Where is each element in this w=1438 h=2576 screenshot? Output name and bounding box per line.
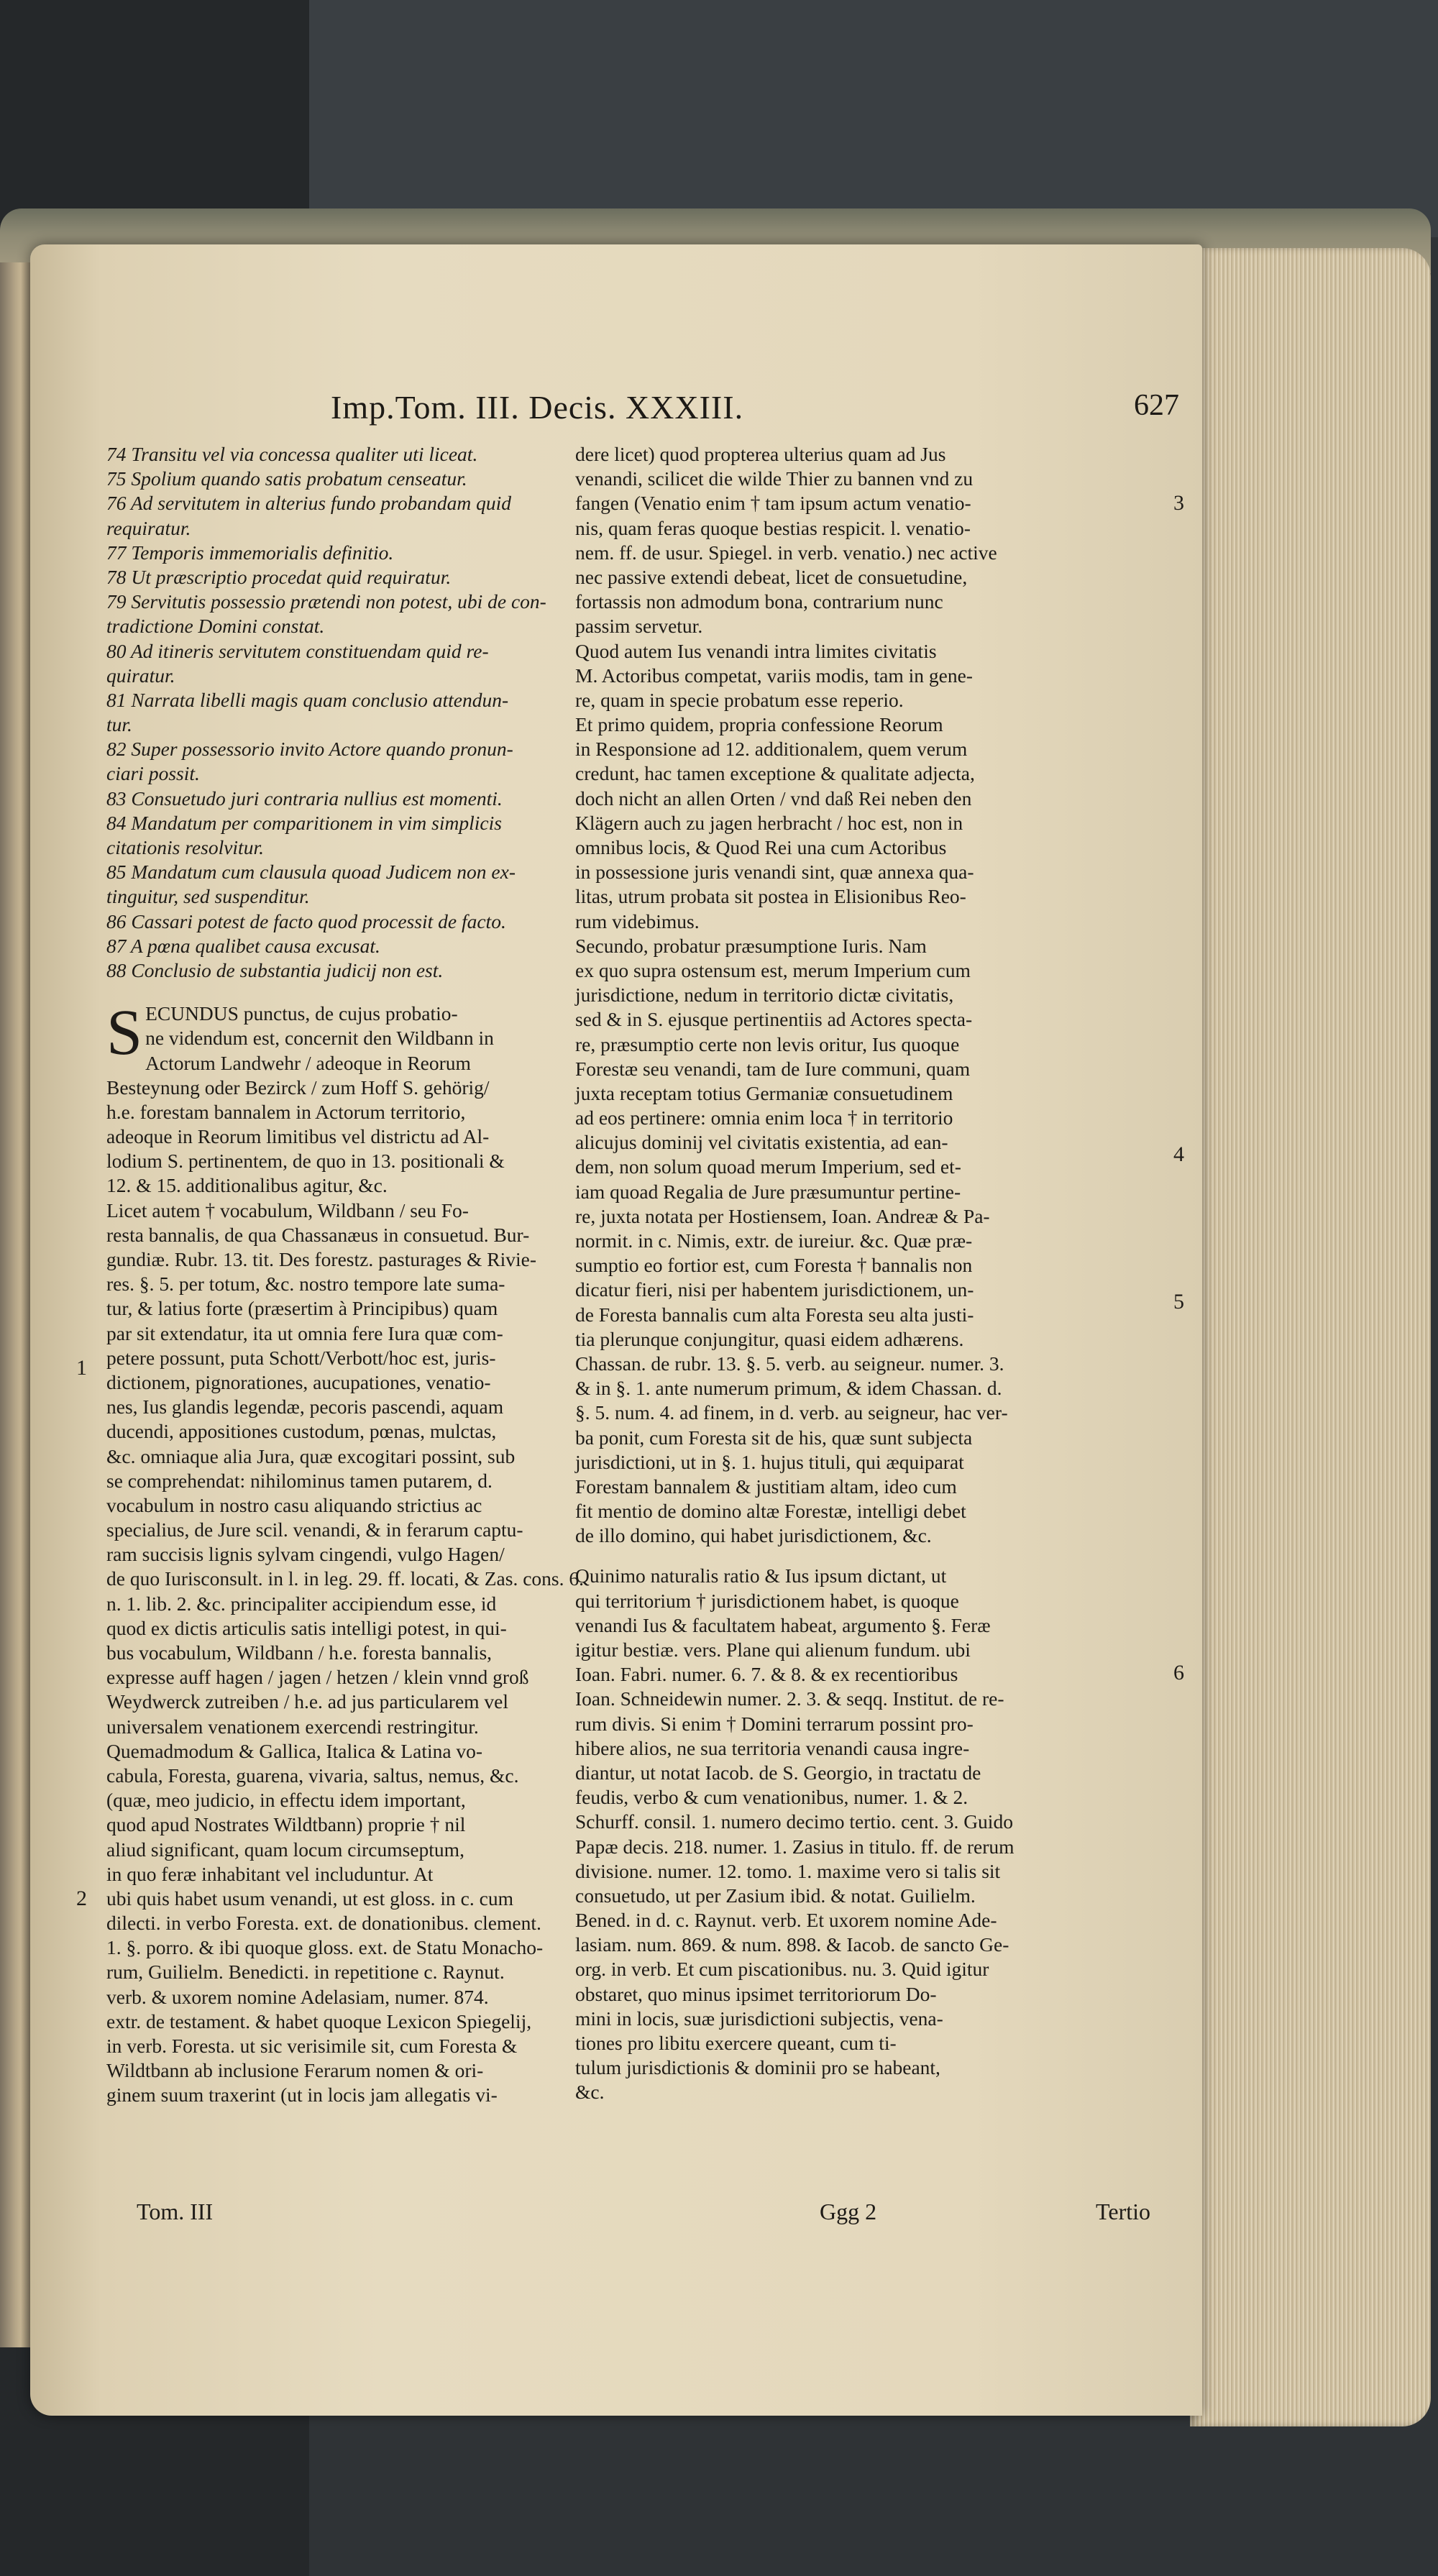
text-line: 79 Servitutis possessio prætendi non potest, ubi de con- <box>106 590 546 613</box>
volume-mark: Tom. III <box>137 2199 214 2224</box>
text-line: dem, non solum quoad merum Imperium, sed et- <box>575 1155 961 1178</box>
text-line: Besteynung oder Bezirck / zum Hoff S. gehörig/ <box>106 1076 490 1099</box>
text-line: aliud significant, quam locum circumseptum, <box>106 1838 464 1861</box>
text-line: hibere alios, ne sua territoria venandi causa ingre- <box>575 1736 970 1759</box>
text-line: lasiam. num. 869. & num. 898. & Iacob. de sancto Ge- <box>575 1933 1009 1956</box>
text-line: Forestæ seu venandi, tam de Iure communi, quam <box>575 1057 971 1080</box>
text-line: Chassan. de rubr. 13. §. 5. verb. au seigneur. numer. 3. <box>575 1352 1004 1375</box>
text-line: &c. omniaque alia Jura, quæ excogitari possint, sub <box>106 1444 516 1467</box>
text-line: par sit extendatur, ita ut omnia fere Iura quæ com- <box>106 1321 503 1344</box>
signature-mark: Ggg 2 <box>820 2199 877 2224</box>
left-page-edge <box>0 262 35 2347</box>
text-line: expresse auff hagen / jagen / hetzen / klein vnnd groß <box>106 1666 529 1689</box>
margin-number: 4 <box>1173 1142 1184 1166</box>
page-fore-edge <box>1190 248 1431 2426</box>
text-line: Bened. in d. c. Raynut. verb. Et uxorem nomine Ade- <box>575 1909 997 1932</box>
text-line: ex quo supra ostensum est, merum Imperium cum <box>575 958 971 981</box>
text-line: 74 Transitu vel via concessa qualiter uti liceat. <box>106 443 478 465</box>
paragraph-quemadmodum <box>106 1739 595 2108</box>
text-line: Forestam bannalem & justitiam altam, ideo cum <box>575 1475 957 1498</box>
summary-list <box>106 442 595 983</box>
text-line: 77 Temporis immemorialis definitio. <box>106 541 394 564</box>
text-line: Quemadmodum & Gallica, Italica & Latina vo- <box>106 1739 483 1762</box>
margin-number: 6 <box>1173 1661 1184 1685</box>
catchword: Tertio <box>1096 2199 1150 2224</box>
text-line: sumptio eo fortior est, cum Foresta † bannalis non <box>575 1254 973 1277</box>
page-footer <box>137 2199 1150 2234</box>
text-line: cabula, Foresta, guarena, vivaria, saltus, nemus, &c. <box>106 1764 519 1787</box>
text-line: Actorum Landwehr / adeoque in Reorum <box>145 1051 471 1074</box>
text-line: jurisdictioni, ut in §. 1. hujus tituli, qui æquiparat <box>575 1450 964 1473</box>
text-line: §. 5. num. 4. ad finem, in d. verb. au seigneur, hac ver- <box>575 1401 1008 1424</box>
text-line: feudis, verbo & cum venationibus, numer. 1. & 2. <box>575 1786 968 1809</box>
paragraph-et-primo <box>575 712 1165 934</box>
text-line: dictionem, pignorationes, aucupationes, venatio- <box>106 1370 491 1393</box>
text-line: verb. & uxorem nomine Adelasiam, numer. 874. <box>106 1985 489 2008</box>
text-line: Ioan. Schneidewin numer. 2. 3. & seqq. Institut. de re- <box>575 1687 1004 1710</box>
text-line: tradictione Domini constat. <box>106 615 325 638</box>
margin-number: 3 <box>1173 491 1184 515</box>
text-line: citationis resolvitur. <box>106 836 264 858</box>
text-line: sed & in S. ejusque pertinentiis ad Actores specta- <box>575 1008 973 1031</box>
text-line: credunt, hac tamen exceptione & qualitate adjecta, <box>575 762 975 785</box>
text-line: 87 A pœna qualibet causa excusat. <box>106 934 380 957</box>
margin-number: 2 <box>76 1887 87 1910</box>
paragraph-lines <box>106 997 595 1198</box>
text-line: Weydwerck zutreiben / h.e. ad jus particularem vel <box>106 1690 509 1713</box>
text-line: omnibus locis, & Quod Rei una cum Actoribus <box>575 836 947 858</box>
text-line: ram succisis lignis sylvam cingendi, vulgo Hagen/ <box>106 1543 505 1566</box>
text-line: 1. §. porro. & ibi quoque gloss. ext. de Statu Monacho- <box>106 1936 544 1959</box>
text-line: Quod autem Ius venandi intra limites civitatis <box>575 639 937 662</box>
right-column <box>575 442 1165 2105</box>
text-line: fortassis non admodum bona, contrarium nunc <box>575 590 943 613</box>
text-line: resta bannalis, de qua Chassanæus in consuetud. Bur- <box>106 1223 530 1246</box>
text-line: in quo feræ inhabitant vel includuntur. At <box>106 1862 434 1885</box>
text-line: dere licet) quod propterea ulterius quam ad Jus <box>575 443 946 465</box>
text-line: ad eos pertinere: omnia enim loca † in territorio <box>575 1106 953 1129</box>
text-line: in Responsione ad 12. additionalem, quem verum <box>575 738 968 761</box>
text-line: 76 Ad servitutem in alterius fundo probandam quid <box>106 492 511 515</box>
running-head-title: Imp.Tom. III. Decis. XXXIII. <box>331 389 744 426</box>
text-line: lodium S. pertinentem, de quo in 13. positionali & <box>106 1150 505 1173</box>
text-line: tiones pro libitu exercere queant, cum ti- <box>575 2032 897 2054</box>
text-line: tur, & latius forte (præsertim à Principibus) quam <box>106 1297 498 1320</box>
running-head <box>324 388 1179 439</box>
text-line: 84 Mandatum per comparitionem in vim simplicis <box>106 811 502 834</box>
text-line: re, præsumptio certe non levis oritur, Ius quoque <box>575 1032 960 1055</box>
text-line: specialius, de Jure scil. venandi, & in ferarum captu- <box>106 1518 523 1541</box>
text-line: 75 Spolium quando satis probatum censeatur. <box>106 467 467 490</box>
text-line: &c. <box>575 2081 605 2104</box>
text-line: rum, Guilielm. Benedicti. in repetitione c. Raynut. <box>106 1961 505 1984</box>
text-line: nes, Ius glandis legendæ, pecoris pascendi, aquam <box>106 1395 504 1418</box>
text-line: tulum jurisdictionis & dominii pro se habeant, <box>575 2056 940 2079</box>
text-line: ginem suum traxerint (ut in locis jam allegatis vi- <box>106 2084 498 2107</box>
text-line: 83 Consuetudo juri contraria nullius est momenti. <box>106 787 503 810</box>
text-line: de quo Iurisconsult. in l. in leg. 29. ff. locati, & Zas. cons. 6. <box>106 1567 584 1590</box>
text-line: Ioan. Fabri. numer. 6. 7. & 8. & ex recentioribus <box>575 1663 958 1686</box>
text-line: ciari possit. <box>106 762 200 785</box>
text-line: requiratur. <box>106 516 191 539</box>
text-line: ECUNDUS punctus, de cujus probatio- <box>145 1002 458 1025</box>
text-line: Papæ decis. 218. numer. 1. Zasius in titulo. ff. de rerum <box>575 1835 1015 1858</box>
text-line: tinguitur, sed suspenditur. <box>106 885 310 908</box>
text-line: juxta receptam totius Germaniæ consuetudinem <box>575 1081 953 1104</box>
text-line: qui territorium † jurisdictionem habet, is quoque <box>575 1589 959 1612</box>
text-line: nec passive extendi debeat, licet de consuetudine, <box>575 565 968 588</box>
text-line: & in §. 1. ante numerum primum, & idem Chassan. d. <box>575 1377 1002 1400</box>
text-line: rum divis. Si enim † Domini terrarum possint pro- <box>575 1712 974 1735</box>
text-line: 80 Ad itineris servitutem constituendam quid re- <box>106 639 489 662</box>
margin-number: 1 <box>76 1356 87 1380</box>
text-line: 88 Conclusio de substantia judicij non est. <box>106 958 444 981</box>
text-line: rum videbimus. <box>575 909 700 932</box>
text-line: ubi quis habet usum venandi, ut est gloss. in c. cum <box>106 1887 513 1910</box>
text-line: 85 Mandatum cum clausula quoad Judicem non ex- <box>106 861 516 884</box>
text-line: 81 Narrata libelli magis quam conclusio attendun- <box>106 688 509 711</box>
text-line: iam quoad Regalia de Jure præsumuntur pertine- <box>575 1180 961 1203</box>
text-line: tia plerunque conjungitur, quasi eidem adhærens. <box>575 1327 964 1350</box>
text-line: (quæ, meo judicio, in effectu idem important, <box>106 1789 466 1812</box>
paragraph-dere-licet <box>575 442 1165 639</box>
text-line: Klägern auch zu jagen herbracht / hoc est, non in <box>575 811 963 834</box>
text-line: 82 Super possessorio invito Actore quando pronun- <box>106 738 513 761</box>
text-line: 86 Cassari potest de facto quod processit de facto. <box>106 909 506 932</box>
text-line: dicatur fieri, nisi per habentem jurisdictionem, un- <box>575 1278 974 1301</box>
text-line: quod apud Nostrates Wildtbann) proprie † nil <box>106 1813 466 1836</box>
text-line: litas, utrum probata sit postea in Elisionibus Reo- <box>575 885 966 908</box>
text-line: n. 1. lib. 2. &c. principaliter accipiendum esse, id <box>106 1592 497 1615</box>
text-line: mini in locis, suæ jurisdictioni subjectis, vena- <box>575 2007 943 2030</box>
text-line: nis, quam feras quoque bestias respicit. l. venatio- <box>575 516 971 539</box>
text-line: normit. in c. Nimis, extr. de iureiur. &c. Quæ præ- <box>575 1229 973 1252</box>
page-number: 627 <box>1134 389 1179 422</box>
text-line: Secundo, probatur præsumptione Iuris. Nam <box>575 934 927 957</box>
paragraph-quinimo <box>575 1564 1165 2104</box>
text-line: divisione. numer. 12. tomo. 1. maxime vero si talis sit <box>575 1859 1001 1882</box>
paragraph-quod-autem <box>575 639 1165 713</box>
text-line: Quinimo naturalis ratio & Ius ipsum dictant, ut <box>575 1564 947 1587</box>
text-line: petere possunt, puta Schott/Verbott/hoc est, juris- <box>106 1346 496 1369</box>
paragraph-secundo <box>575 934 1165 1549</box>
text-line: Licet autem † vocabulum, Wildbann / seu Fo- <box>106 1198 469 1221</box>
spacer <box>575 1548 1165 1564</box>
text-line: alicujus dominij vel civitatis existentia, ad ean- <box>575 1131 948 1154</box>
text-line: Schurff. consil. 1. numero decimo tertio. cent. 3. Guido <box>575 1810 1013 1833</box>
text-line: 78 Ut præscriptio procedat quid requiratur. <box>106 565 452 588</box>
text-line: ba ponit, cum Foresta sit de his, quæ sunt subjecta <box>575 1426 973 1449</box>
text-line: in possessione juris venandi sint, quæ annexa qua- <box>575 861 974 884</box>
text-line: passim servetur. <box>575 615 703 638</box>
text-line: ducendi, appositiones custodum, pœnas, mulctas, <box>106 1420 497 1443</box>
text-line: de illo domino, qui habet jurisdictionem, &c. <box>575 1524 932 1547</box>
text-line: re, quam in specie probatum esse reperio. <box>575 688 904 711</box>
text-line: de Foresta bannalis cum alta Foresta seu alta justi- <box>575 1303 974 1326</box>
text-line: re, juxta notata per Hostiensem, Ioan. Andreæ & Pa- <box>575 1204 990 1227</box>
paragraph-licet <box>106 1198 595 1739</box>
text-line: jurisdictione, nedum in territorio dictæ civitatis, <box>575 984 954 1007</box>
text-line: Wildtbann ab inclusione Ferarum nomen & ori- <box>106 2059 484 2082</box>
text-line: dilecti. in verbo Foresta. ext. de donationibus. clement. <box>106 1912 541 1935</box>
text-line: in verb. Foresta. ut sic verisimile sit, cum Foresta & <box>106 2035 518 2057</box>
text-line: h.e. forestam bannalem in Actorum territorio, <box>106 1100 466 1123</box>
text-line: bus vocabulum, Wildbann / h.e. foresta bannalis, <box>106 1641 493 1664</box>
text-line: consuetudo, ut per Zasium ibid. & notat. Guilielm. <box>575 1884 976 1907</box>
text-line: tur. <box>106 713 132 736</box>
text-line: se comprehendat: nihilominus tamen putarem, d. <box>106 1469 493 1492</box>
text-line: venandi Ius & facultatem habeat, argumento §. Feræ <box>575 1613 991 1636</box>
text-line: vocabulum in nostro casu aliquando strictius ac <box>106 1493 482 1516</box>
text-line: extr. de testament. & habet quoque Lexicon Spiegelij, <box>106 2009 532 2032</box>
text-line: fit mentio de domino altæ Forestæ, intelligi debet <box>575 1500 966 1523</box>
text-line: M. Actoribus competat, variis modis, tam in gene- <box>575 664 973 687</box>
text-line: diantur, ut notat Iacob. de S. Georgio, in tractatu de <box>575 1761 981 1784</box>
text-line: venandi, scilicet die wilde Thier zu bannen vnd zu <box>575 467 974 490</box>
text-line: 12. & 15. additionalibus agitur, &c. <box>106 1174 388 1197</box>
paragraph-secundus <box>106 997 595 1198</box>
text-line: quiratur. <box>106 664 175 687</box>
drop-cap: S <box>106 997 143 1069</box>
text-line: nem. ff. de usur. Spiegel. in verb. venatio.) nec active <box>575 541 997 564</box>
text-line: gundiæ. Rubr. 13. tit. Des forestz. pasturages & Rivie- <box>106 1248 537 1270</box>
left-column <box>106 442 595 2108</box>
text-line: res. §. 5. per totum, &c. nostro tempore late suma- <box>106 1273 505 1296</box>
spacer <box>106 983 595 1001</box>
text-line: ne videndum est, concernit den Wildbann in <box>145 1027 494 1050</box>
text-line: doch nicht an allen Orten / vnd daß Rei neben den <box>575 787 972 810</box>
text-line: org. in verb. Et cum piscationibus. nu. 3. Quid igitur <box>575 1958 989 1981</box>
text-line: igitur bestiæ. vers. Plane qui alienum fundum. ubi <box>575 1638 971 1661</box>
text-line: fangen (Venatio enim † tam ipsum actum venatio- <box>575 492 971 515</box>
text-line: quod ex dictis articulis satis intelligi potest, in qui- <box>106 1616 507 1639</box>
text-line: obstaret, quo minus ipsimet territoriorum Do- <box>575 1982 937 2005</box>
text-line: Et primo quidem, propria confessione Reorum <box>575 713 943 736</box>
margin-number: 5 <box>1173 1290 1184 1314</box>
text-line: universalem venationem exercendi restringitur. <box>106 1715 479 1738</box>
text-line: adeoque in Reorum limitibus vel districtu ad Al- <box>106 1125 490 1148</box>
